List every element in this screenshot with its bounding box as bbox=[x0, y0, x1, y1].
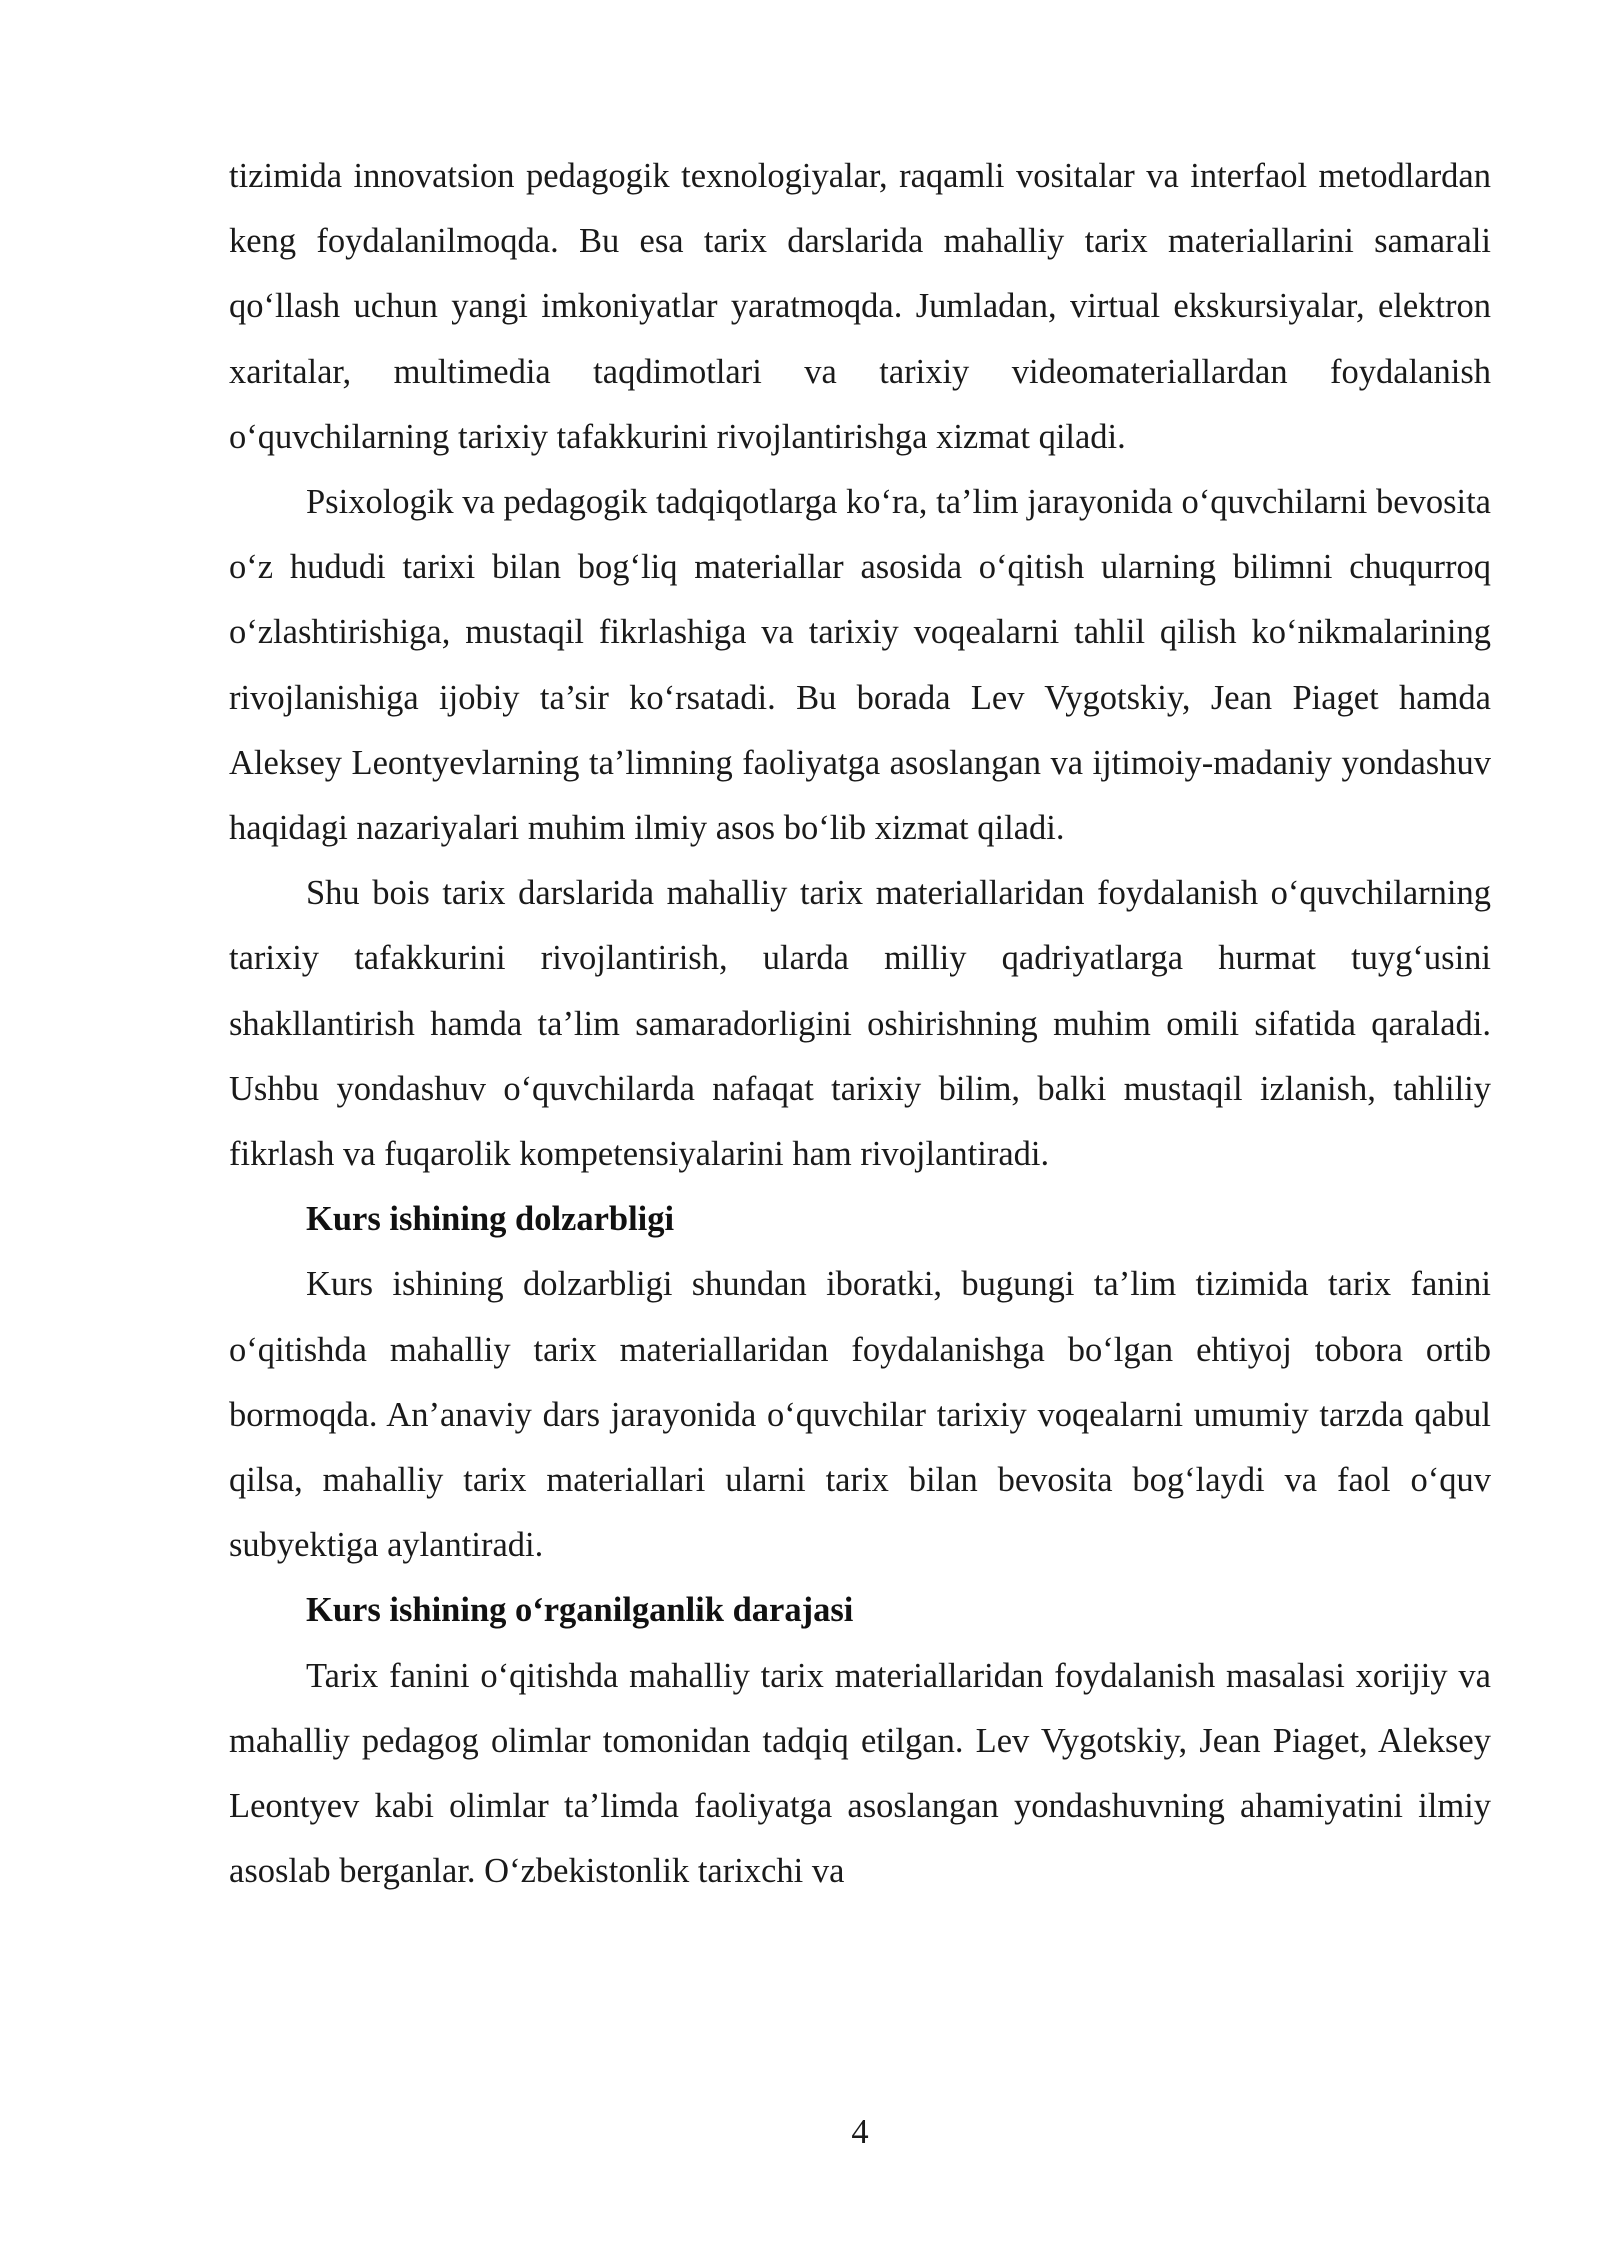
paragraph-study-level: Tarix fanini o‘qitishda mahalliy tarix materiallaridan foydalanish masalasi xorijiy va mahalliy pedagog olimlar tomonidan tadqiq etilgan. Lev Vygotskiy, Jean Piaget, Aleksey Leontyev kabi olimlar ta’limda faoliyatga asoslangan yondashuvning ahamiyatini ilmiy asoslab berganlar. O‘zbekistonlik tarixchi va bbox=[229, 1656, 1491, 1891]
paragraph-local-history-importance: Shu bois tarix darslarida mahalliy tarix materiallaridan foydalanish o‘quvchilarning tarixiy tafakkurini rivojlantirish, ularda milliy qadriyatlarga hurmat tuyg‘usini shakllantirish hamda ta’lim samaradorligini oshirishning muhim omili sifatida qaraladi. Ushbu yondashuv o‘quvchilarda nafaqat tarixiy bilim, balki mustaqil izlanish, tahliliy fikrlash va fuqarolik kompetensiyalarini ham rivojlantiradi. bbox=[229, 874, 1491, 1174]
paragraph-continuation: tizimida innovatsion pedagogik texnologiyalar, raqamli vositalar va interfaol metodlardan keng foydalanilmoqda. Bu esa tarix darslarida mahalliy tarix materiallarini samarali qo‘llash uchun yangi imkoniyatlar yaratmoqda. Jumladan, virtual ekskursiyalar, elektron xaritalar, multimedia taqdimotlari va tarixiy videomateriallardan foydalanish o‘quvchilarning tarixiy tafakkurini rivojlantirishga xizmat qiladi. bbox=[229, 157, 1491, 456]
paragraph-relevance: Kurs ishining dolzarbligi shundan iboratki, bugungi ta’lim tizimida tarix fanini o‘qitishda mahalliy tarix materiallaridan foydalanishga bo‘lgan ehtiyoj tobora ortib bormoqda. An’anaviy dars jarayonida o‘quvchilar tarixiy voqealarni umumiy tarzda qabul qilsa, mahalliy tarix materiallari ularni tarix bilan bevosita bog‘laydi va faol o‘quv subyektiga aylantiradi. bbox=[229, 1265, 1491, 1565]
paragraph-psychology-research: Psixologik va pedagogik tadqiqotlarga ko‘ra, ta’lim jarayonida o‘quvchilarni bevosita o‘z hududi tarixi bilan bog‘liq materiallar asosida o‘qitish ularning bilimni chuqurroq o‘zlashtirishiga, mustaqil fikrlashiga va tarixiy voqealarni tahlil qilish ko‘nikmalarining rivojlanishiga ijobiy ta’sir ko‘rsatadi. Bu borada Lev Vygotskiy, Jean Piaget hamda Aleksey Leontyevlarning ta’limning faoliyatga asoslangan va ijtimoiy-madaniy yondashuv haqidagi nazariyalari muhim ilmiy asos bo‘lib xizmat qiladi. bbox=[229, 483, 1491, 848]
heading-relevance: Kurs ishining dolzarbligi bbox=[306, 1200, 675, 1239]
page-number: 4 bbox=[851, 2113, 869, 2151]
heading-study-level: Kurs ishining o‘rganilganlik darajasi bbox=[306, 1591, 854, 1630]
page-body bbox=[229, 144, 1491, 1904]
